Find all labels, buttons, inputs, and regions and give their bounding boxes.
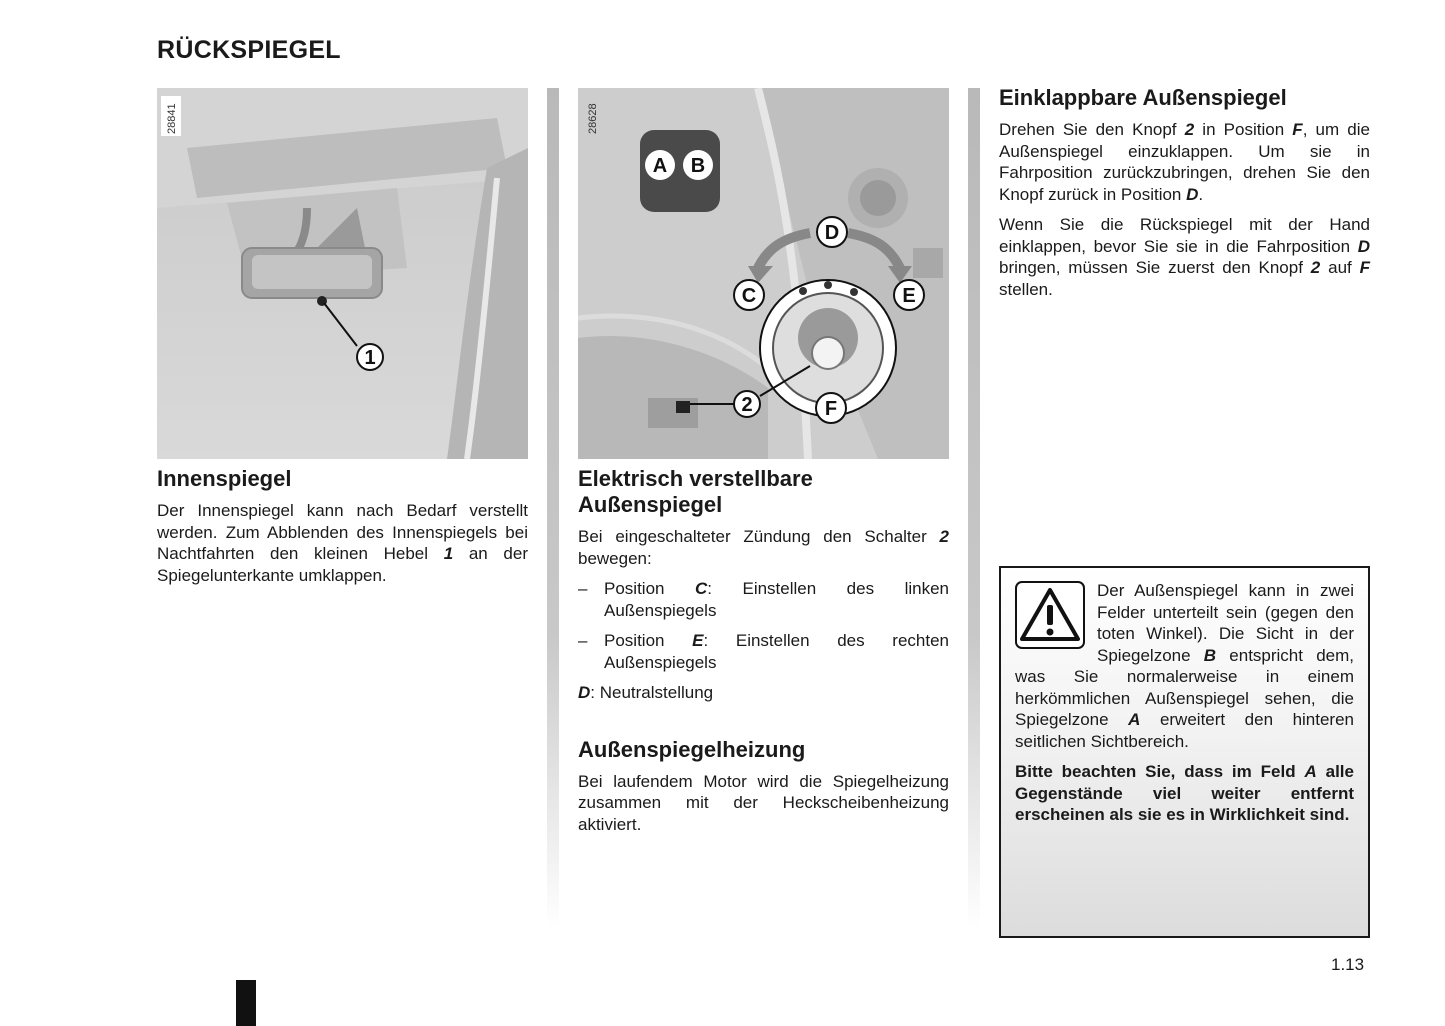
warning-triangle-icon	[1015, 581, 1085, 649]
warning-note: Bitte beachten Sie, dass im Feld A alle Gegenstände viel weiter entfernt erscheinen als sie es in Wirklichkeit sind.	[1015, 762, 1354, 824]
callout-F: F	[824, 398, 838, 420]
callout-2: 2	[741, 394, 753, 416]
column-divider	[968, 88, 980, 928]
callout-B: B	[690, 155, 706, 177]
callout-D: D	[824, 222, 840, 244]
figure-ref: 28628	[587, 103, 599, 134]
callout-A: A	[652, 155, 668, 177]
column-folding-mirror	[999, 85, 1370, 309]
list-item: – Position E: Einstellen des rechten Außenspiegels	[578, 631, 950, 672]
heading-innenspiegel: Innenspiegel	[157, 466, 292, 491]
paragraph: D: Neutralstellung	[578, 683, 714, 702]
heading-heizung: Außenspiegelheizung	[578, 736, 806, 762]
warning-box	[999, 566, 1370, 938]
callout-C: C	[741, 285, 757, 307]
callout-1: 1	[364, 347, 376, 369]
heading-einklappbar: Einklappbare Außenspiegel	[999, 85, 1287, 110]
paragraph: Bei laufendem Motor wird die Spiegelheizung zusammen mit der Heckscheibenheizung aktiviert.	[578, 771, 949, 834]
column-exterior-mirror	[578, 466, 949, 844]
page-tab-marker	[236, 980, 256, 1026]
column-interior-mirror	[157, 466, 528, 595]
paragraph: Der Innenspiegel kann nach Bedarf verstellt werden. Zum Abblenden des Innenspiegels bei Nachtfahrten den kleinen Hebel 1 an der Spiegelunterkante umklappen.	[157, 501, 528, 585]
page-number: 1.13	[1331, 955, 1365, 974]
heading-elektrisch: Elektrisch verstellbare Außenspiegel	[578, 466, 813, 517]
column-divider	[547, 88, 559, 928]
list-item: – Position C: Einstellen des linken Außenspiegels	[578, 579, 950, 620]
paragraph: Drehen Sie den Knopf 2 in Position F, um die Außenspiegel einzuklappen. Um sie in Fahrposition zurückzubringen, drehen Sie den Knopf zurück in Position D.	[999, 120, 1370, 204]
paragraph: Bei eingeschalteter Zündung den Schalter 2 bewegen:	[578, 527, 949, 568]
figure-ref: 28841	[166, 103, 178, 134]
figure-mirror-control	[578, 88, 949, 459]
page-title: RÜCKSPIEGEL	[157, 36, 341, 64]
callout-E: E	[902, 285, 916, 307]
paragraph: Wenn Sie die Rückspiegel mit der Hand einklappen, bevor Sie sie in die Fahrposition D bringen, müssen Sie zuerst den Knopf 2 auf F stellen.	[999, 215, 1370, 299]
figure-interior-mirror	[157, 88, 528, 459]
warning-text: Der Außenspiegel kann in zwei Felder unterteilt sein (gegen den toten Winkel). Die Sicht in der Spiegelzone B entspricht dem, was Sie normalerweise in einem herkömmlichen Außenspiegel sehen, die Spiegelzone A erweitert den hinteren seitlichen Sichtbereich.	[1015, 581, 1354, 751]
